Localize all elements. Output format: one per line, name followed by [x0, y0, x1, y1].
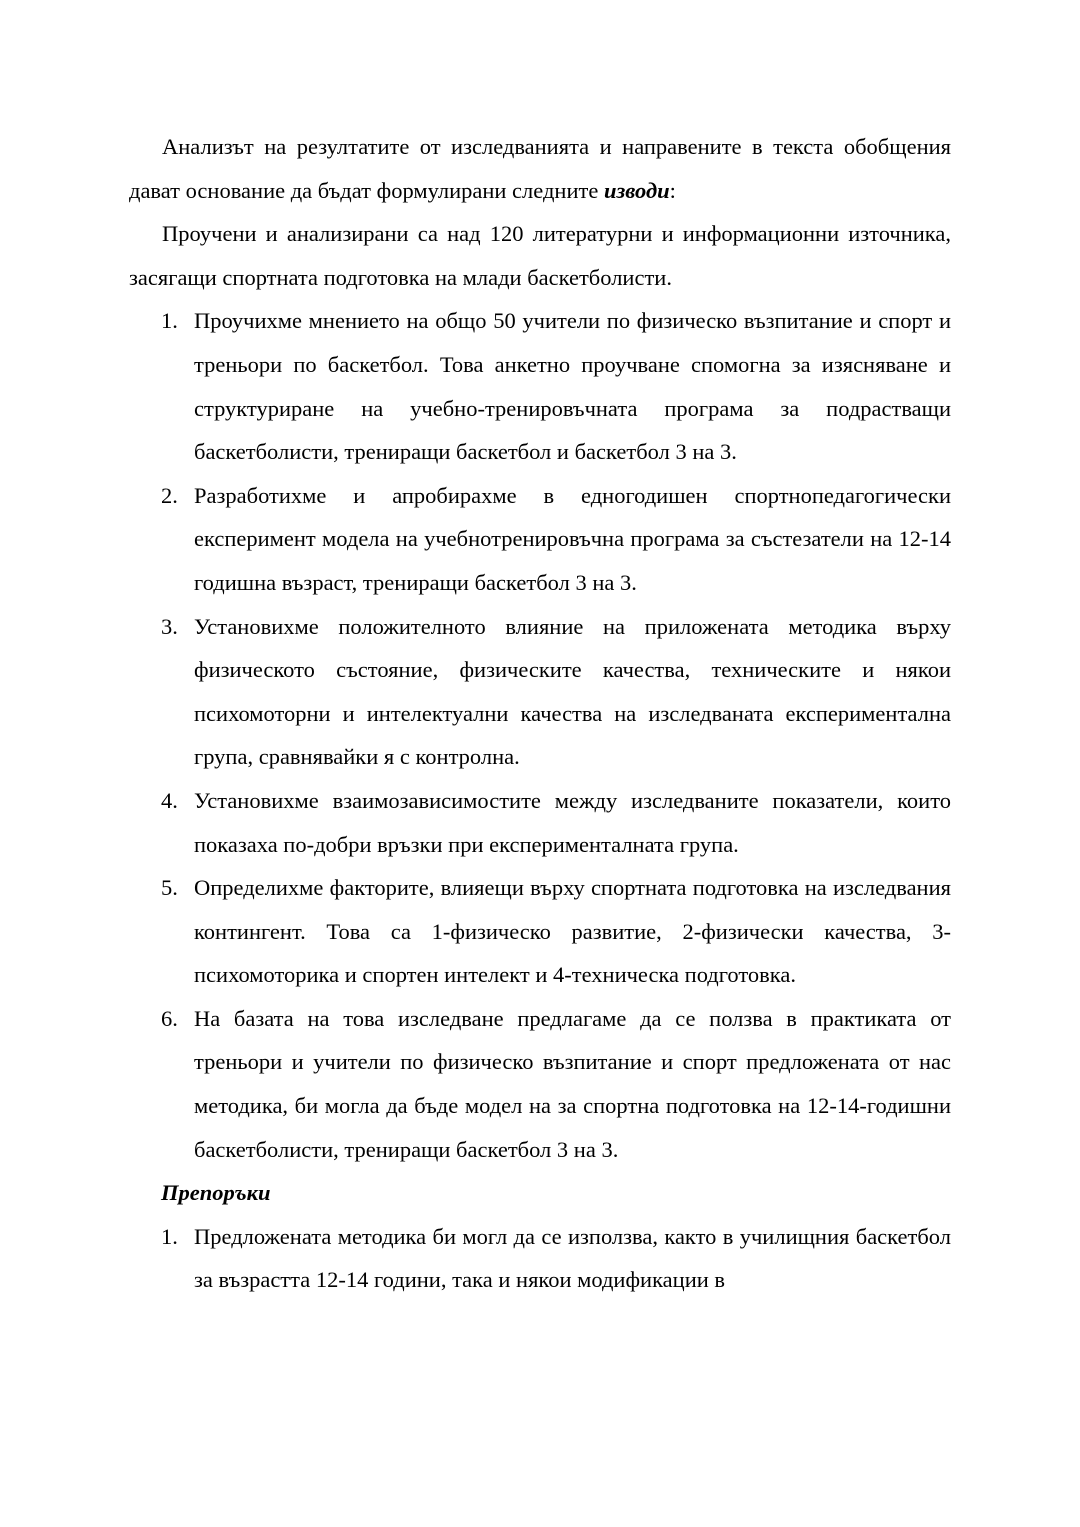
conclusion-item-3 — [129, 605, 951, 779]
conclusion-text: Установихме положителното влияние на приложената методика върху физическото състояние, физическите качества, техническите и някои психомоторни и интелектуални качества на изследваната експериментална група, сравнявайки я с контролна. — [194, 613, 951, 770]
conclusion-text: Определихме факторите, влияещи върху спортната подготовка на изследвания контингент. Това са 1-физическо развитие, 2-физически качества, 3-психомоторика и спортен интелект и 4-техническа подготовка. — [194, 875, 951, 988]
intro-paragraph — [129, 125, 951, 212]
list-number: 2. — [161, 482, 178, 508]
list-number: 4. — [161, 787, 178, 813]
intro-trail: : — [669, 177, 676, 203]
conclusion-text: Проучихме мнението на общо 50 учители по физическо възпитание и спорт и треньори по баскетбол. Това анкетно проучване спомогна за изясняване и структуриране на учебно-тренировъчната програма за подрастващи баскетболисти, трениращи баскетбол и баскетбол 3 на 3. — [194, 308, 951, 465]
conclusion-text: Установихме взаимозависимостите между изследваните показатели, които показаха по-добри връзки при експерименталната група. — [194, 787, 951, 857]
conclusion-item-1 — [129, 299, 951, 473]
recommendation-text: Предложената методика би могл да се използва, както в училищния баскетбол за възрастта 12-14 години, така и някои модификации в — [194, 1223, 951, 1293]
conclusion-item-2 — [129, 474, 951, 605]
conclusions-keyword: изводи — [603, 177, 670, 203]
recommendations-heading: Препоръки — [161, 1180, 271, 1206]
list-number: 3. — [161, 613, 178, 639]
studied-sources-paragraph: Проучени и анализирани са над 120 литературни и информационни източника, засягащи спортната подготовка на млади баскетболисти. — [129, 221, 951, 290]
recommendations-list — [129, 1215, 951, 1302]
recommendation-item-1 — [129, 1215, 951, 1302]
conclusion-text: Разработихме и апробирахме в едногодишен спортнопедагогически експеримент модела на учебнотренировъчна програма за състезатели на 12-14 годишна възраст, трениращи баскетбол 3 на 3. — [194, 482, 951, 595]
list-number: 1. — [161, 1223, 178, 1249]
document-page — [129, 125, 951, 1302]
intro-lead: Анализът на резултатите от изследванията и направените в текста обобщения дават основание да бъдат формулирани следните — [129, 134, 951, 203]
conclusions-list — [129, 299, 951, 1171]
list-number: 1. — [161, 308, 178, 334]
conclusion-item-4 — [129, 779, 951, 866]
list-number: 6. — [161, 1005, 178, 1031]
conclusion-item-5 — [129, 866, 951, 997]
conclusion-item-6 — [129, 997, 951, 1171]
list-number: 5. — [161, 875, 178, 901]
conclusion-text: На базата на това изследване предлагаме да се ползва в практиката от треньори и учители по физическо възпитание и спорт предложената от нас методика, би могла да бъде модел на за спортна подготовка на 12-14-годишни баскетболисти, трениращи баскетбол 3 на 3. — [194, 1005, 951, 1162]
